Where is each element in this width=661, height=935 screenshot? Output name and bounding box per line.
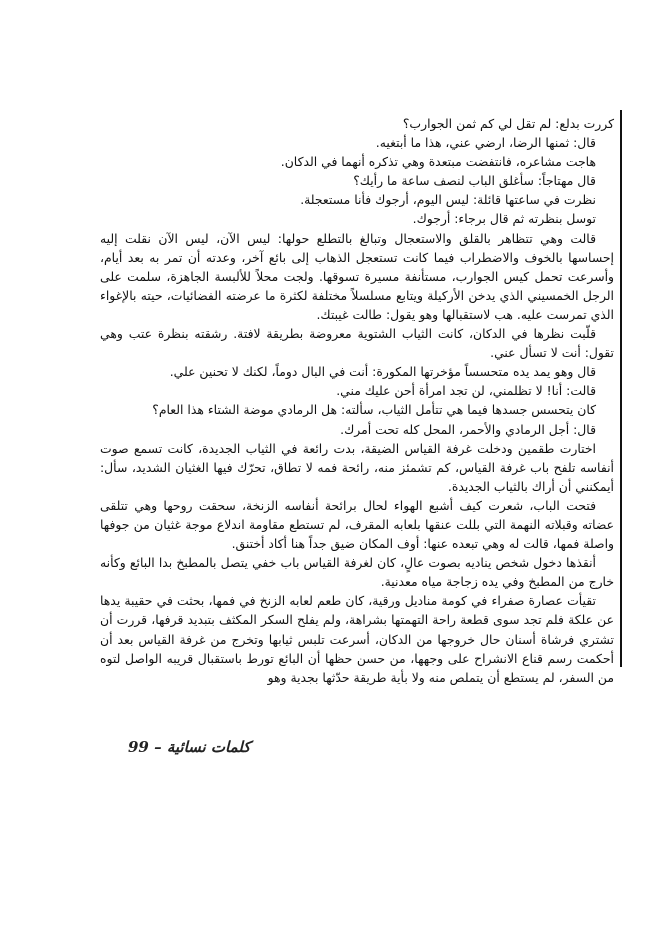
paragraph: قالت: أنا! لا تظلمني، لن تجد امرأة أحن عليك مني. — [336, 383, 596, 399]
paragraph: قال: ثمنها الرضا، ارضي عني، هذا ما أبتغيه. — [375, 135, 596, 151]
paragraph: قالت وهي تتظاهر بالقلق والاستعجال وتبالغ بالتطلع حولها: ليس الآن، ليس الآن نقلت إليه إحساسها بالخوف والاضطراب فيما كانت تستعجل الذهاب إلى بائع آخر، وعدته أن تمر به بعد أيام، وأسرعت تحمل كيس الجوارب، مستأنفة مسيرة تسوقها. ولجت محلاً للألبسة الجاهزة، سلمت على الرجل الخمسيني الذي يدخن الأركيلة ويتابع مسلسلاً مختلفة لكثرة ما عرضته الفضائيات، حيته بالإغواء الذي تمرست عليه. هب لاستقبالها وهو يقول: طالت غيبتك. — [100, 230, 614, 322]
paragraph: فتحت الباب، شعرت كيف أشبع الهواء لحال برائحة أنفاسه الزنخة، سحقت روحها وهي تتلقى عضاته وقبلاته النهمة التي بللت عنقها بلعابه المقرف، لم تستطع مقاومة اندلاع موجة غثيان من جوفها واصلة فمها، قالت له وهي تبعده عنها: أوف المكان ضيق جداً هنا أكاد أختنق. — [100, 497, 614, 552]
paragraph: قال مهتاجاً: سأغلق الباب لنصف ساعة ما رأيك؟ — [353, 173, 596, 189]
paragraph: نظرت في ساعتها قائلة: ليس اليوم، أرجوك فأنا مستعجلة. — [300, 192, 596, 208]
paragraph: اختارت طقمين ودخلت غرفة القياس الضيقة، بدت رائعة في الثياب الجديدة، كانت تسمع صوت أنفاسه تلفح باب غرفة القياس، كم تشمئز منه، رائحة فمه لا تطاق، تحرّك فيها الغثيان الشديد، سأل: أيمكنني أن أراك بالثياب الجديدة. — [100, 440, 614, 494]
margin-rule — [620, 110, 622, 667]
paragraph: تقيأت عصارة صفراء في كومة مناديل ورقية، كان طعم لعابه الزنخ في فمها، بحثت في حقيبة يدها عن علكة فلم تجد سوى قطعة راحة التهمتها بشراهة، ولم يفلح السكر المكثف بتبديد قرفها، قررت أن تشتري فرشاة أسنان حال خروجها من الدكان، أسرعت تلبس ثيابها وتخرج من غرفة القياس بعد أن أحكمت رسم قناع الانشراح على وجهها، من حسن حظها أن البائع تورط باستقبال قريبه الواصل لتوه من السفر، لم يستطع أن يتملص منه ولا بأية طريقة حدّثها بجدية وهو — [100, 593, 614, 685]
paragraph: كررت بدلع: لم تقل لي كم ثمن الجوارب؟ — [402, 116, 614, 131]
paragraph: قلّبت نظرها في الدكان، كانت الثياب الشتوية معروضة بطريقة لافتة. رشقته بنظرة عتب وهي تقول: أنت لا تسأل عني. — [100, 326, 614, 361]
paragraph: هاجت مشاعره، فانتفضت مبتعدة وهي تذكره أنهما في الدكان. — [280, 154, 596, 170]
paragraph: أنقذها دخول شخص يناديه بصوت عالٍ، كان لغرفة القياس باب خفي يتصل بالمطبخ بدا البائع وكأنه خارج من المطبخ وفي يده زجاجة مياه معدنية. — [100, 555, 614, 590]
paragraph: قال: أجل الرمادي والأحمر، المحل كله تحت أمرك. — [340, 421, 596, 437]
body-text — [100, 114, 614, 687]
paragraph: كان يتحسس جسدها فيما هي تتأمل الثياب، سألته: هل الرمادي موضة الشتاء هذا العام؟ — [152, 402, 596, 418]
paragraph: قال وهو يمد يده متحسساً مؤخرتها المكورة: أنت في البال دوماً، لكنك لا تحنين علي. — [169, 364, 596, 380]
paragraph: توسل بنظرته ثم قال برجاء: أرجوك. — [412, 211, 596, 227]
page-footer: كلمات نسائية – 99 — [128, 738, 251, 756]
